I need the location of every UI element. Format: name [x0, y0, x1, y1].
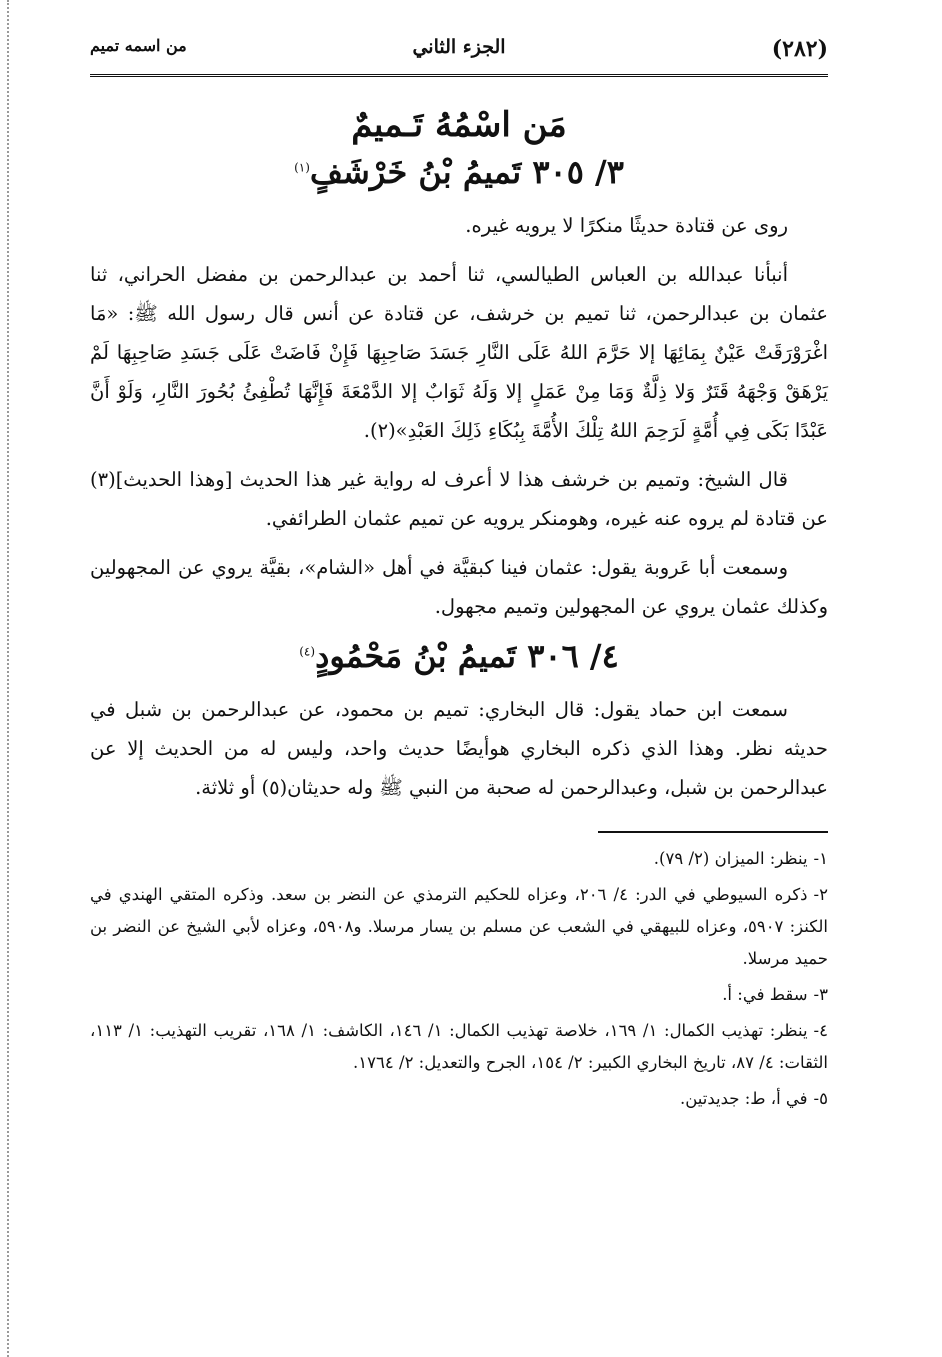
- footnote-text: ينظر: الميزان (٢/ ٧٩).: [653, 848, 808, 868]
- footnote-item: [90, 843, 828, 875]
- footnote-item: [90, 879, 828, 975]
- paragraph: روى عن قتادة حديثًا منكرًا لا يرويه غيره.: [465, 213, 788, 237]
- footnote-text: ينظر: تهذيب الكمال: ١/ ١٦٩، خلاصة تهذيب الكمال: ١/ ١٤٦، الكاشف: ١/ ١٦٨، تقريب التهذيب: ١/ ١١٣، الثقات: ٤/ ٨٧، تاريخ البخاري الكبير: ٢/ ١٥٤، الجرح والتعديل: ٢/ ١٧٦٤.: [90, 1020, 828, 1072]
- footnote-number: ٥-: [813, 1088, 828, 1108]
- entry-title: [90, 636, 828, 676]
- page: [90, 30, 828, 1119]
- footnote-number: ١-: [813, 848, 828, 868]
- scan-edge-dots: [7, 0, 9, 1357]
- footnote-item: [90, 1083, 828, 1115]
- part-label: الجزء الثاني: [412, 36, 506, 58]
- page-number: (٢٨٢): [771, 36, 828, 62]
- footnote-item: [90, 979, 828, 1011]
- entry-305: [90, 152, 828, 626]
- footnotes: [90, 843, 828, 1115]
- chapter-title: مَن اسْمُهُ تَـميمٌ: [351, 105, 567, 145]
- entry-number: ٣/ ٣٠٥: [532, 152, 624, 191]
- footnote-text: سقط في: أ.: [722, 984, 808, 1004]
- footnote-divider: [598, 831, 828, 833]
- paragraph: قال الشيخ: وتميم بن خرشف هذا لا أعرف له رواية غير هذا الحديث [وهذا الحديث](٣) عن قتادة لم يروه عنه غيره، وهومنكر يرويه عن تميم عثمان الطرائفي.: [90, 467, 828, 530]
- footnote-item: [90, 1015, 828, 1079]
- paragraph: سمعت ابن حماد يقول: قال البخاري: تميم بن محمود، عن عبدالرحمن بن شبل في حديثه نظر. وهذا الذي ذكره البخاري هوأيضًا حديث واحد، وليس له من الحديث إلا عن عبدالرحمن بن شبل، وعبدالرحمن له صحبة من النبي ﷺ وله حديثان(٥) أو ثلاثة.: [90, 697, 828, 799]
- footnote-ref: (١): [294, 160, 310, 175]
- footnote-number: ٣-: [813, 984, 828, 1004]
- entry-name: تَميمُ بْنُ خَرْشَفٍ: [309, 152, 522, 191]
- paragraph: وسمعت أبا عَروبة يقول: عثمان فينا كبقيَّة في أهل «الشام»، بقيَّة يروي عن المجهولين وكذلك عثمان يروي عن المجهولين وتميم مجهول.: [90, 555, 828, 618]
- footnote-text: في أ، ط: جديدتين.: [679, 1088, 808, 1108]
- entry-title: [90, 152, 828, 192]
- entry-name: تَميمُ بْنُ مَحْمُودٍ: [315, 636, 517, 675]
- footnote-number: ٤-: [813, 1020, 828, 1040]
- footnote-number: ٢-: [813, 884, 828, 904]
- entry-number: ٤/ ٣٠٦: [527, 636, 619, 675]
- footnote-ref: (٤): [299, 644, 316, 659]
- entry-306: [90, 636, 828, 807]
- paragraph: أنبأنا عبدالله بن العباس الطيالسي، ثنا أحمد بن عبدالرحمن بن مفضل الحراني، ثنا عثمان بن عبدالرحمن، ثنا تميم بن خرشف، عن قتادة عن أنس قال رسول الله ﷺ: «مَا اغْرَوْرَقَتْ عَيْنٌ بِمَائِهَا إلا حَرَّمَ اللهُ عَلَى النَّارِ جَسَدَ صَاحِبِهَا فَإِنْ فَاضَتْ عَلَى جَسَدِ صَاحِبِهَا لَمْ يَرْهَقْ وَجْهَهُ قَتَرٌ وَلا ذِلَّةٌ وَمَا مِنْ عَمَلٍ إلا وَلَهُ ثَوَابٌ إلا الدَّمْعَةَ فَإِنَّهَا تُطْفِئُ بُحُورَ النَّارِ، وَلَوْ أَنَّ عَبْدًا بَكَى فِي أُمَّةٍ لَرَحِمَ اللهُ تِلْكَ الأُمَّةَ بِبُكَاءِ ذَلِكَ العَبْدِ»(٢).: [90, 262, 828, 442]
- footnote-text: ذكره السيوطي في الدر: ٤/ ٢٠٦، وعزاه للحكيم الترمذي عن النضر بن سعد. وذكره المتقي الهندي في الكنز: ٥٩٠٧، وعزاه للبيهقي في الشعب عن مسلم بن يسار مرسلا. و٥٩٠٨، وعزاه لأبي الشيخ عن النضر بن حميد مرسلا.: [90, 884, 828, 968]
- running-header: [90, 30, 828, 77]
- running-chapter-title: من اسمه تميم: [90, 36, 187, 55]
